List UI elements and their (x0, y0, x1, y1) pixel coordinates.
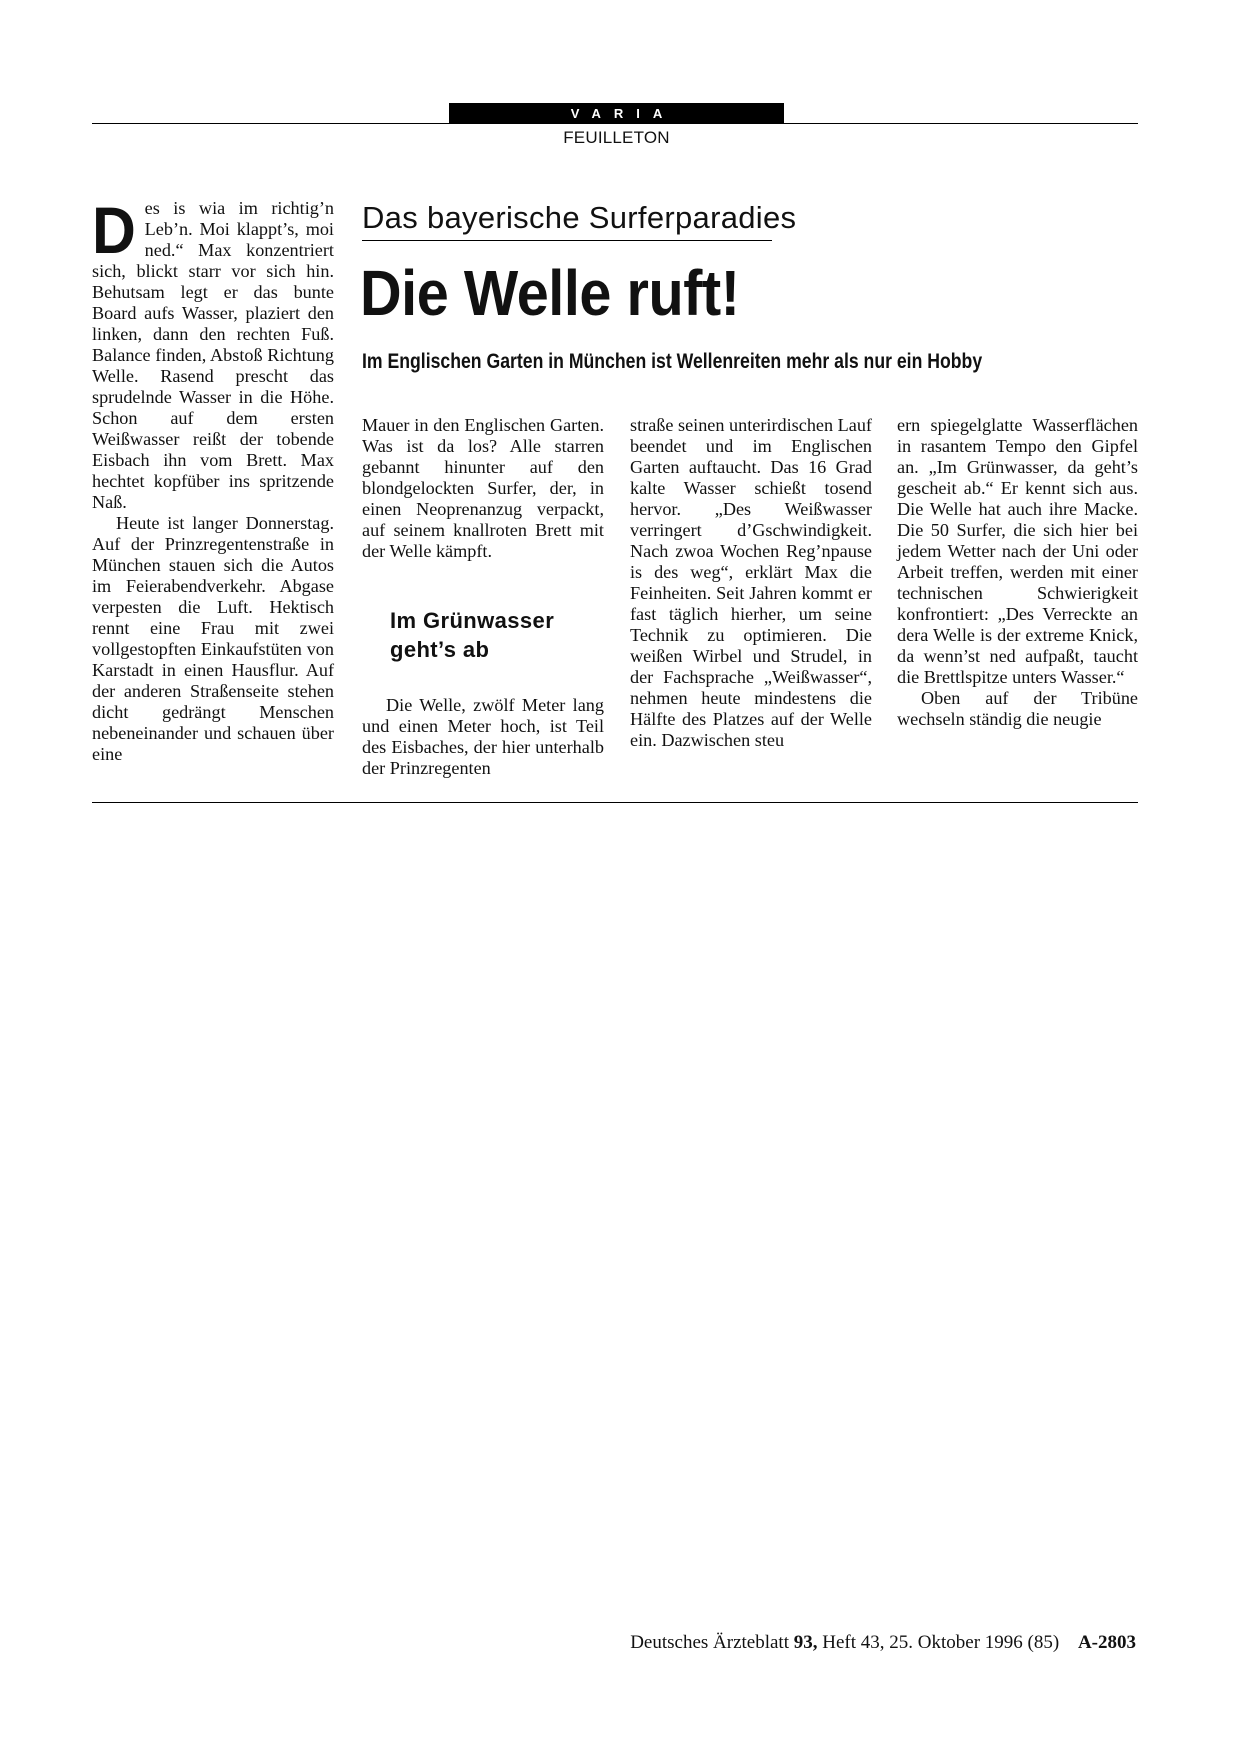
paragraph: straße seinen unterirdischen Lauf beendet und im Englischen Garten auftaucht. Das 16 Grad kalte Wasser schießt tosend hervor. „Des Weißwasser verringert d’Gschwindigkeit. Nach zwoa Wochen Reg’npause is des weg“, erklärt Max die Feinheiten. Seit Jahren kommt er fast täglich hierher, um seine Technik zu optimieren. Die weißen Wirbel und Strudel, in der Fachsprache „Weißwasser“, nehmen heute mindestens die Hälfte des Platzes auf der Welle ein. Dazwischen steu (630, 415, 872, 750)
article-headline: Die Welle ruft! (360, 257, 740, 329)
text-column-4 (897, 415, 1138, 730)
issue-date: Heft 43, 25. Oktober 1996 (85) (822, 1632, 1060, 1653)
article-subhead: Im Englischen Garten in München ist Wellenreiten mehr als nur ein Hobby (362, 350, 983, 373)
kicker-rule (362, 240, 772, 241)
paragraph: Oben auf der Tribüne wechseln ständig die neugie (897, 688, 1138, 729)
drop-cap: D (92, 193, 136, 267)
text-column-1 (92, 193, 334, 765)
article-kicker: Das bayerische Surferparadies (362, 200, 797, 235)
text-column-2 (362, 415, 604, 779)
article-bottom-rule (92, 802, 1138, 803)
text-column-3 (630, 415, 872, 751)
paragraph: Mauer in den Englischen Garten. Was ist da los? Alle starren gebannt hinunter auf den blondgelockten Surfer, der, in einen Neoprenanzug verpackt, auf seinem knallroten Brett mit der Welle kämpft. (362, 415, 604, 561)
paragraph: es is wia im richtig’n Leb’n. Moi klappt’s, moi ned.“ Max konzentriert sich, blickt starr vor sich hin. Behutsam legt er das bunte Board aufs Wasser, plaziert den linken, dann den rechten Fuß. Balance finden, Abstoß Richtung Welle. Rasend prescht das sprudelnde Wasser in die Höhe. Schon auf dem ersten Weißwasser reißt der tobende Eisbach ihn vom Brett. Max hechtet kopfüber ins spritzende Naß. (92, 198, 334, 512)
paragraph: ern spiegelglatte Wasserflächen in rasantem Tempo den Gipfel an. „Im Grünwasser, da geht’s gescheit ab.“ Er kennt sich aus. Die Welle hat auch ihre Macke. Die 50 Surfer, die sich hier bei jedem Wetter nach der Uni oder Arbeit treffen, werden mit einer technischen Schwierigkeit konfrontiert: „Des Verreckte an dera Welle is der extreme Knick, da wenn’st ned aufpaßt, taucht die Brettlspitze unters Wasser.“ (897, 415, 1138, 687)
page-number: A-2803 (1077, 1632, 1136, 1653)
section-label: FEUILLETON (563, 128, 670, 147)
category-label: VARIA (449, 103, 784, 124)
page-footer (630, 1632, 1136, 1654)
paragraph: Heute ist langer Donnerstag. Auf der Prinzregentenstraße in München stauen sich die Autos im Feierabendverkehr. Abgase verpesten die Luft. Hektisch rennt eine Frau mit zwei vollgestopften Einkaufstüten von Karstadt in einen Hausflur. Auf der anderen Straßenseite stehen dicht gedrängt Menschen nebeneinander und schauen über eine (92, 513, 334, 764)
article-subheading: Im Grünwasser geht’s ab (390, 608, 555, 662)
paragraph: Die Welle, zwölf Meter lang und einen Meter hoch, ist Teil des Eisbaches, der hier unterhalb der Prinzregenten (362, 695, 604, 778)
volume-number: 93, (793, 1632, 818, 1653)
journal-name: Deutsches Ärzteblatt (630, 1632, 789, 1653)
